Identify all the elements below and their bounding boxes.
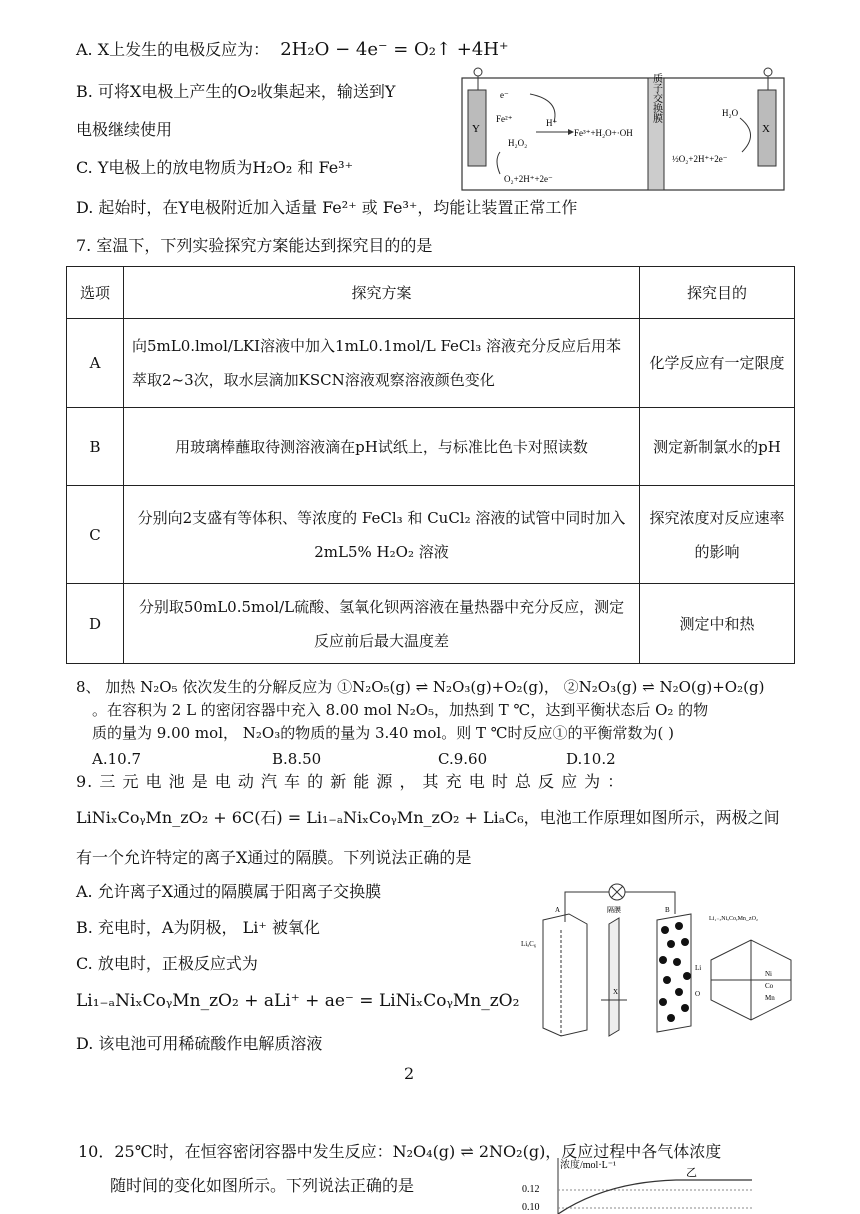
row-option: D [67, 584, 124, 664]
q10-line2: 随时间的变化如图所示。下列说法正确的是 [110, 1176, 415, 1195]
electrode-a-label: A [555, 906, 561, 914]
o-label: O [695, 990, 701, 998]
q6-option-a-equation: 2H₂O − 4e⁻ = O₂↑ +4H⁺ [280, 39, 509, 60]
q8-option-a: A.10.7 [92, 750, 141, 768]
q6-option-d: D. 起始时，在Y电极附近加入适量 Fe²⁺ 或 Fe³⁺，均能让装置正常工作 [76, 198, 578, 217]
q8-line2: 。在容积为 2 L 的密闭容器中充入 8.00 mol N₂O₅，加热到 T ℃，达到平衡状态后 O₂ 的物 [92, 701, 709, 719]
q9-option-a: A. 允许离子X通过的隔膜属于阳离子交换膜 [76, 882, 382, 901]
o2-eq-label: O₂+2H⁺+2e⁻ [504, 174, 553, 184]
row-goal: 测定新制氯水的pH [640, 408, 795, 486]
q6-option-a [76, 40, 509, 60]
q9-line2 [76, 808, 780, 828]
row-option: B [67, 408, 124, 486]
q9-option-c: C. 放电时，正极反应式为 [76, 954, 258, 973]
q8-option-d: D.10.2 [566, 750, 616, 768]
x-electrode-label: X [762, 123, 770, 135]
row-option: A [67, 319, 124, 408]
table-row [67, 319, 795, 408]
h2o-label: H₂O [722, 108, 739, 118]
header-option: 选项 [67, 267, 124, 319]
chart-y-axis-label: 浓度/mol·L⁻¹ [560, 1160, 617, 1171]
q8-line1: 8、 加热 N₂O₅ 依次发生的分解反应为 ①N₂O₅(g) ⇌ N₂O₃(g)+O₂(g)， ②N₂O₃(g) ⇌ N₂O(g)+O₂(g) [76, 678, 765, 696]
header-goal: 探究目的 [640, 267, 795, 319]
membrane-label: 质子交换膜 [650, 73, 662, 123]
q7-table [66, 266, 795, 664]
q9-line3: 有一个允许特定的离子X通过的隔膜。下列说法正确的是 [76, 848, 472, 867]
q9-option-c-equation: Li₁₋ₐNiₓCoᵧMn_zO₂ + aLi⁺ + ae⁻ = LiNiₓCoᵧMn_zO₂ [76, 991, 520, 1011]
q6-option-c: C. Y电极上的放电物质为H₂O₂ 和 Fe³⁺ [76, 158, 354, 177]
q10-line1: 10．25℃时，在恒容密闭容器中发生反应：N₂O₄(g) ⇌ 2NO₂(g)，反应过程中各气体浓度 [78, 1142, 722, 1161]
header-plan: 探究方案 [124, 267, 640, 319]
q9-line1: 9. 三 元 电 池 是 电 动 汽 车 的 新 能 源 ， 其 充 电 时 总 反 应 为 ： [76, 772, 625, 791]
row-goal: 探究浓度对反应速率的影响 [640, 486, 795, 584]
q9-option-b: B. 充电时，A为阴极， Li⁺ 被氧化 [76, 918, 320, 937]
row-option: C [67, 486, 124, 584]
curve-yi [558, 1180, 752, 1214]
h-plus-label: H⁺ [546, 118, 558, 128]
mn-label: Mn [765, 994, 775, 1002]
row-plan: 分别取50mL0.5mol/L硫酸、氢氧化钡两溶液在量热器中充分反应，测定反应前后最大温度差 [124, 584, 640, 664]
tick-012: 0.12 [522, 1184, 540, 1195]
row-goal: 测定中和热 [640, 584, 795, 664]
table-row [67, 408, 795, 486]
q9-battery-diagram [515, 880, 805, 1040]
ion-x-label: X [613, 988, 619, 996]
row-plan: 分别向2支盛有等体积、等浓度的 FeCl₃ 和 CuCl₂ 溶液的试管中同时加入2mL5% H₂O₂ 溶液 [124, 486, 640, 584]
cathode-atoms [659, 922, 691, 1022]
q8-option-c: C.9.60 [438, 750, 488, 768]
q7-stem: 7. 室温下，下列实验探究方案能达到探究目的的是 [76, 236, 433, 255]
q7-header-row [67, 267, 795, 319]
page-number: 2 [404, 1064, 415, 1083]
lattice-structure [711, 940, 791, 1020]
ni-label: Ni [765, 970, 772, 978]
q6-option-b: B. 可将X电极上产生的O₂收集起来，输送到Y [76, 82, 396, 101]
tick-010: 0.10 [522, 1202, 540, 1213]
separator-label: 隔膜 [607, 906, 621, 914]
electrode-b-label: B [665, 906, 670, 914]
q6-cell-diagram [460, 64, 786, 192]
x-eq-label: ½O₂+2H⁺+2e⁻ [672, 154, 728, 164]
q9-line2-tail: ，电池工作原理如图所示，两极之间 [523, 808, 780, 827]
q10-concentration-chart [516, 1156, 756, 1214]
q9-reaction-equation: LiNiₓCoᵧMn_zO₂ + 6C(石) = Li₁₋ₐNiₓCoᵧMn_zO₂ + LiₐC₆ [76, 808, 524, 827]
cathode-formula-label: Li₁₋ₐNiₓCoᵧMn_zO₂ [709, 916, 758, 922]
fe3-product-label: Fe³⁺+H₂O+·OH [574, 128, 633, 138]
q6-option-a-text: A. X上发生的电极反应为： [76, 40, 270, 59]
q9-option-d: D. 该电池可用稀硫酸作电解质溶液 [76, 1034, 323, 1053]
row-plan: 向5mL0.lmol/LKI溶液中加入1mL0.1mol/L FeCl₃ 溶液充分反应后用苯萃取2~3次，取水层滴加KSCN溶液观察溶液颜色变化 [124, 319, 640, 408]
co-label: Co [765, 982, 774, 990]
table-row [67, 584, 795, 664]
row-plan: 用玻璃棒蘸取待测溶液滴在pH试纸上，与标准比色卡对照读数 [124, 408, 640, 486]
lic6-label: LiₐC₆ [521, 940, 537, 948]
fe2-label: Fe²⁺ [496, 114, 513, 124]
h2o2-label: H₂O₂ [508, 138, 528, 148]
row-goal: 化学反应有一定限度 [640, 319, 795, 408]
curve-yi-label: 乙 [686, 1167, 697, 1179]
y-electrode-label: Y [472, 123, 480, 135]
table-row [67, 486, 795, 584]
q8-line3: 质的量为 9.00 mol， N₂O₃的物质的量为 3.40 mol。则 T ℃时反应①的平衡常数为( ) [92, 724, 674, 742]
electron-label: e⁻ [500, 90, 509, 100]
q6-option-b-cont: 电极继续使用 [76, 120, 173, 139]
li-label: Li [695, 964, 702, 972]
q8-option-b: B.8.50 [272, 750, 322, 768]
